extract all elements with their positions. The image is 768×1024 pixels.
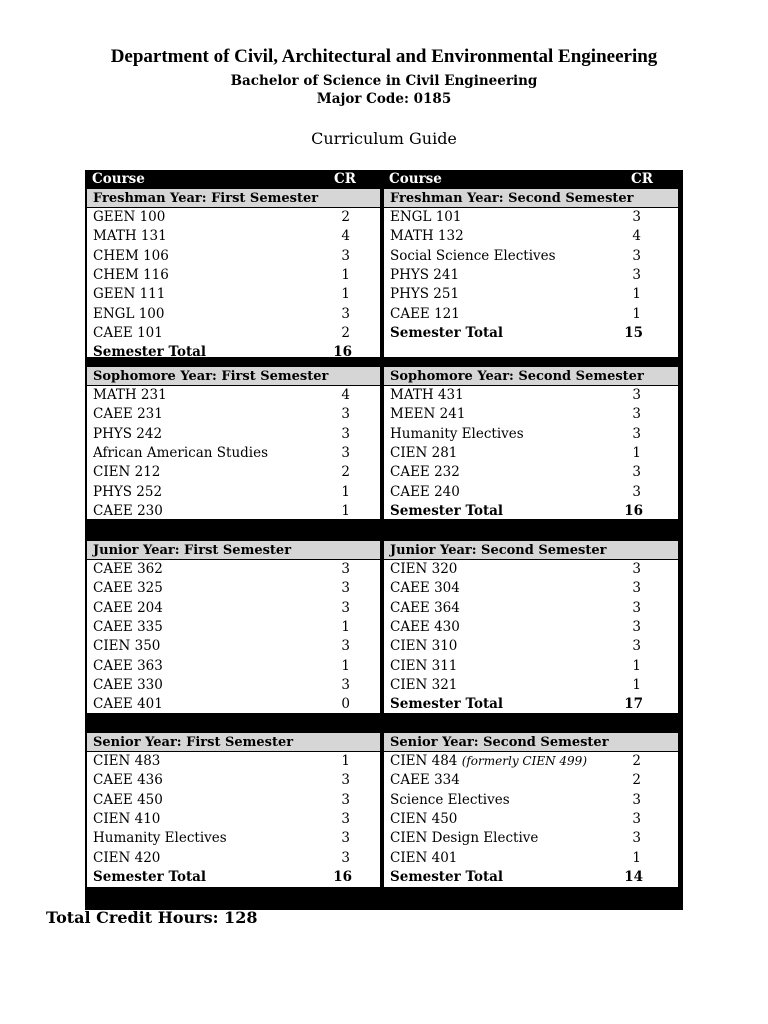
- course-note: (formerly CIEN 499): [461, 754, 588, 768]
- course-row: [384, 791, 678, 810]
- course-row: [384, 305, 678, 324]
- course-credits: 3: [632, 406, 641, 423]
- course-row: [87, 771, 380, 790]
- course-name: [93, 752, 160, 771]
- course-row: [87, 444, 380, 463]
- course-code: CAEE 330: [93, 676, 163, 693]
- course-name: [93, 829, 227, 848]
- course-name: [93, 305, 164, 324]
- semester-total-value: 14: [624, 868, 643, 885]
- semester-title: Sophomore Year: Second Semester: [384, 367, 678, 386]
- course-code: CAEE 436: [93, 772, 163, 789]
- course-name: [93, 618, 163, 637]
- course-credits: 2: [632, 772, 641, 789]
- course-name: [93, 695, 163, 714]
- course-name: [93, 386, 167, 405]
- course-name: [390, 227, 464, 246]
- course-name: [390, 305, 460, 324]
- course-credits: 3: [341, 676, 350, 693]
- course-code: Social Science Electives: [390, 247, 556, 264]
- course-credits: 1: [632, 286, 641, 303]
- course-code: CIEN 420: [93, 849, 161, 866]
- course-credits: 1: [341, 502, 350, 519]
- course-row: [87, 695, 380, 714]
- course-name: [390, 637, 457, 656]
- course-name: [390, 579, 460, 598]
- course-code: MATH 431: [390, 387, 464, 403]
- course-name: [390, 405, 465, 424]
- course-row: [87, 579, 380, 598]
- course-name: [390, 599, 460, 618]
- course-credits: 1: [341, 483, 350, 500]
- semester-panel: [384, 189, 678, 357]
- course-name: [390, 483, 460, 502]
- course-code: CIEN 281: [390, 444, 458, 461]
- course-row: [384, 386, 678, 405]
- course-name: [390, 791, 510, 810]
- course-row: [384, 810, 678, 829]
- course-code: PHYS 251: [390, 286, 460, 303]
- course-row: [384, 849, 678, 868]
- course-row: [87, 425, 380, 444]
- course-credits: 1: [341, 753, 350, 769]
- course-name: [390, 285, 459, 304]
- course-code: CIEN 450: [390, 810, 458, 827]
- course-credits: 0: [341, 696, 350, 713]
- course-row: [87, 599, 380, 618]
- course-row: [87, 791, 380, 810]
- course-credits: 1: [341, 266, 350, 283]
- course-row: [87, 560, 380, 579]
- course-name: [93, 676, 163, 695]
- semester-total-label: Semester Total: [93, 522, 207, 539]
- course-code: CIEN 321: [390, 676, 458, 693]
- semester-title: Junior Year: First Semester: [87, 541, 380, 560]
- course-row: [87, 386, 380, 405]
- course-row: [384, 425, 678, 444]
- course-credits: 3: [632, 209, 641, 225]
- semester-total-value: 16: [624, 502, 643, 519]
- course-row: [87, 266, 380, 285]
- course-name: [93, 483, 162, 502]
- semester-total-label: Semester Total: [390, 696, 504, 713]
- course-name: [93, 771, 163, 790]
- course-name: [390, 208, 461, 227]
- course-credits: 3: [341, 599, 350, 616]
- course-name: [93, 560, 163, 579]
- course-credits: 3: [632, 618, 641, 635]
- course-credits: 3: [341, 830, 350, 847]
- course-credits: 3: [341, 425, 350, 442]
- course-credits: 3: [341, 305, 350, 322]
- semester-total-value: 16: [333, 868, 352, 885]
- course-name: [390, 849, 457, 868]
- course-code: CAEE 362: [93, 561, 163, 577]
- course-credits: 3: [632, 599, 641, 616]
- course-code: CIEN 484: [390, 753, 458, 769]
- course-name: [390, 463, 460, 482]
- course-code: CAEE 334: [390, 772, 460, 789]
- course-row: [87, 676, 380, 695]
- course-code: CIEN 320: [390, 561, 458, 577]
- course-row: [384, 208, 678, 227]
- semester-total-label: Semester Total: [390, 324, 504, 341]
- course-code: ENGL 101: [390, 209, 462, 225]
- course-code: PHYS 242: [93, 425, 163, 442]
- degree-subtitle: Bachelor of Science in Civil Engineering: [230, 73, 538, 89]
- course-name: [93, 266, 169, 285]
- semester-total-row: [87, 714, 380, 733]
- course-row: [87, 247, 380, 266]
- course-name: [390, 810, 457, 829]
- semester-total-row: [384, 695, 678, 714]
- course-name: [93, 810, 160, 829]
- course-code: PHYS 241: [390, 266, 460, 283]
- course-name: [390, 266, 459, 285]
- course-row: [384, 247, 678, 266]
- course-credits: 2: [341, 464, 350, 481]
- course-name: [93, 285, 165, 304]
- course-name: [390, 657, 457, 676]
- course-credits: 4: [341, 387, 350, 403]
- course-row: [87, 483, 380, 502]
- course-credits: 3: [341, 810, 350, 827]
- course-credits: 1: [632, 444, 641, 461]
- course-code: Humanity Electives: [390, 425, 524, 442]
- course-code: CAEE 204: [93, 599, 163, 616]
- course-credits: 3: [632, 483, 641, 500]
- course-credits: 3: [341, 247, 350, 264]
- course-row: [87, 849, 380, 868]
- semester-total-label: Semester Total: [390, 502, 504, 519]
- semester-panel: [87, 541, 380, 732]
- course-name: [93, 849, 160, 868]
- course-credits: 3: [632, 387, 641, 403]
- semester-panel: [87, 733, 380, 887]
- left-credits-column-header: CR: [334, 171, 356, 187]
- course-credits: 3: [341, 791, 350, 808]
- course-row: [87, 227, 380, 246]
- course-code: MATH 132: [390, 228, 464, 245]
- course-name: [390, 386, 464, 405]
- course-credits: 3: [632, 810, 641, 827]
- course-code: CAEE 121: [390, 305, 460, 322]
- course-row: [384, 463, 678, 482]
- semester-total-row: [87, 343, 380, 362]
- course-row: [87, 405, 380, 424]
- course-credits: 1: [341, 657, 350, 674]
- course-name: [93, 791, 163, 810]
- course-credits: 4: [341, 228, 350, 245]
- semester-total-row: [87, 521, 380, 540]
- course-name: [93, 463, 160, 482]
- course-name: [390, 560, 457, 579]
- course-credits: 3: [341, 772, 350, 789]
- course-credits: 3: [341, 444, 350, 461]
- semester-title: Junior Year: Second Semester: [384, 541, 678, 560]
- course-credits: 2: [632, 753, 641, 769]
- course-code: CAEE 430: [390, 618, 460, 635]
- course-row: [384, 483, 678, 502]
- course-code: MATH 131: [93, 228, 167, 245]
- course-code: MEEN 241: [390, 406, 466, 423]
- course-name: [93, 502, 163, 521]
- course-code: CIEN Design Elective: [390, 830, 539, 847]
- course-code: CIEN 401: [390, 849, 458, 866]
- course-credits: 3: [632, 464, 641, 481]
- course-code: CAEE 232: [390, 464, 460, 481]
- course-credits: 1: [341, 618, 350, 635]
- course-code: CIEN 311: [390, 657, 458, 674]
- course-code: CAEE 101: [93, 324, 163, 341]
- course-row: [87, 810, 380, 829]
- semester-title: Senior Year: Second Semester: [384, 733, 678, 752]
- course-name: [93, 657, 163, 676]
- course-row: [384, 405, 678, 424]
- major-code: Major Code: 0185: [316, 91, 452, 107]
- course-name: [93, 247, 169, 266]
- course-code: CHEM 106: [93, 247, 169, 264]
- course-credits: 3: [632, 425, 641, 442]
- course-row: [384, 285, 678, 304]
- course-row: [384, 752, 678, 771]
- course-credits: 3: [632, 830, 641, 847]
- course-name: [390, 247, 556, 266]
- semester-title: Sophomore Year: First Semester: [87, 367, 380, 386]
- course-row: [384, 637, 678, 656]
- course-name: [390, 444, 457, 463]
- curriculum-guide-title: Curriculum Guide: [311, 129, 457, 148]
- course-code: CAEE 450: [93, 791, 163, 808]
- course-credits: 3: [632, 638, 641, 655]
- course-row: [384, 657, 678, 676]
- total-credit-hours: Total Credit Hours: 128: [46, 908, 258, 927]
- course-code: CHEM 116: [93, 266, 169, 283]
- course-row: [87, 463, 380, 482]
- course-credits: 2: [341, 209, 350, 225]
- course-credits: 3: [632, 561, 641, 577]
- course-credits: 3: [632, 247, 641, 264]
- left-course-column-header: Course: [92, 171, 145, 187]
- course-code: ENGL 100: [93, 305, 165, 322]
- right-credits-column-header: CR: [631, 171, 653, 187]
- course-name: [390, 676, 457, 695]
- semester-total-value: 17: [333, 522, 352, 539]
- course-row: [87, 305, 380, 324]
- course-code: CAEE 363: [93, 657, 163, 674]
- course-credits: 1: [632, 305, 641, 322]
- course-row: [384, 444, 678, 463]
- course-name: [390, 829, 538, 848]
- course-credits: 3: [632, 266, 641, 283]
- course-row: [87, 208, 380, 227]
- course-code: CIEN 212: [93, 464, 161, 481]
- right-course-column-header: Course: [389, 171, 442, 187]
- course-credits: 3: [632, 791, 641, 808]
- course-code: PHYS 252: [93, 483, 163, 500]
- course-credits: 1: [632, 657, 641, 674]
- curriculum-table: [85, 170, 683, 910]
- semester-total-label: Semester Total: [93, 715, 207, 732]
- course-code: CIEN 310: [390, 638, 458, 655]
- course-code: CAEE 231: [93, 406, 163, 423]
- course-name: [93, 425, 162, 444]
- semester-total-label: Semester Total: [93, 344, 207, 361]
- course-row: [87, 502, 380, 521]
- course-code: CAEE 364: [390, 599, 460, 616]
- course-name: [390, 425, 524, 444]
- semester-panel: [87, 189, 380, 361]
- course-code: CAEE 304: [390, 580, 460, 597]
- course-row: [87, 324, 380, 343]
- course-code: CAEE 325: [93, 580, 163, 597]
- course-code: CIEN 483: [93, 753, 161, 769]
- semester-total-row: [384, 868, 678, 887]
- course-credits: 2: [341, 324, 350, 341]
- course-name: [93, 599, 163, 618]
- course-code: African American Studies: [93, 444, 269, 461]
- course-name: [93, 579, 163, 598]
- semester-panel: [87, 367, 380, 539]
- course-row: [384, 618, 678, 637]
- course-credits: 1: [632, 849, 641, 866]
- course-credits: 3: [341, 638, 350, 655]
- semester-total-row: [384, 324, 678, 343]
- course-name: [93, 405, 163, 424]
- course-name: [93, 324, 163, 343]
- department-title: Department of Civil, Architectural and Environmental Engineering: [110, 46, 658, 67]
- course-code: Humanity Electives: [93, 830, 227, 847]
- semester-total-value: 16: [333, 344, 352, 361]
- course-row: [87, 657, 380, 676]
- semester-title: Freshman Year: Second Semester: [384, 189, 678, 208]
- course-row: [384, 676, 678, 695]
- course-name: [390, 771, 460, 790]
- semester-title: Freshman Year: First Semester: [87, 189, 380, 208]
- course-credits: 1: [632, 676, 641, 693]
- course-row: [384, 829, 678, 848]
- course-row: [384, 771, 678, 790]
- course-name: [93, 637, 160, 656]
- course-code: GEEN 100: [93, 209, 166, 225]
- course-code: CAEE 401: [93, 696, 163, 713]
- course-name: [93, 227, 167, 246]
- course-row: [87, 829, 380, 848]
- semester-total-label: Semester Total: [93, 868, 207, 885]
- course-credits: 3: [632, 580, 641, 597]
- course-code: CAEE 240: [390, 483, 460, 500]
- course-credits: 3: [341, 580, 350, 597]
- course-credits: 4: [632, 228, 641, 245]
- semester-total-value: 17: [624, 696, 643, 713]
- semester-total-value: 15: [624, 324, 643, 341]
- course-credits: 1: [341, 286, 350, 303]
- course-credits: 3: [341, 849, 350, 866]
- course-row: [384, 227, 678, 246]
- course-row: [87, 285, 380, 304]
- course-row: [384, 560, 678, 579]
- course-row: [87, 637, 380, 656]
- course-row: [384, 579, 678, 598]
- course-name: [93, 444, 268, 463]
- course-credits: 3: [341, 406, 350, 423]
- course-row: [87, 752, 380, 771]
- course-name: [390, 752, 587, 771]
- course-name: [390, 618, 460, 637]
- semester-total-value: 17: [333, 715, 352, 732]
- semester-panel: [384, 541, 678, 713]
- course-code: MATH 231: [93, 387, 167, 403]
- course-name: [93, 208, 165, 227]
- course-code: Science Electives: [390, 791, 510, 808]
- course-code: CAEE 230: [93, 502, 163, 519]
- semester-total-row: [384, 502, 678, 521]
- course-code: GEEN 111: [93, 286, 166, 303]
- course-code: CIEN 350: [93, 638, 161, 655]
- semester-panel: [384, 733, 678, 887]
- semester-total-label: Semester Total: [390, 868, 504, 885]
- course-row: [384, 266, 678, 285]
- semester-panel: [384, 367, 678, 519]
- course-code: CAEE 335: [93, 618, 163, 635]
- course-row: [384, 599, 678, 618]
- semester-title: Senior Year: First Semester: [87, 733, 380, 752]
- course-credits: 3: [341, 561, 350, 577]
- course-row: [87, 618, 380, 637]
- semester-total-row: [87, 868, 380, 887]
- course-code: CIEN 410: [93, 810, 161, 827]
